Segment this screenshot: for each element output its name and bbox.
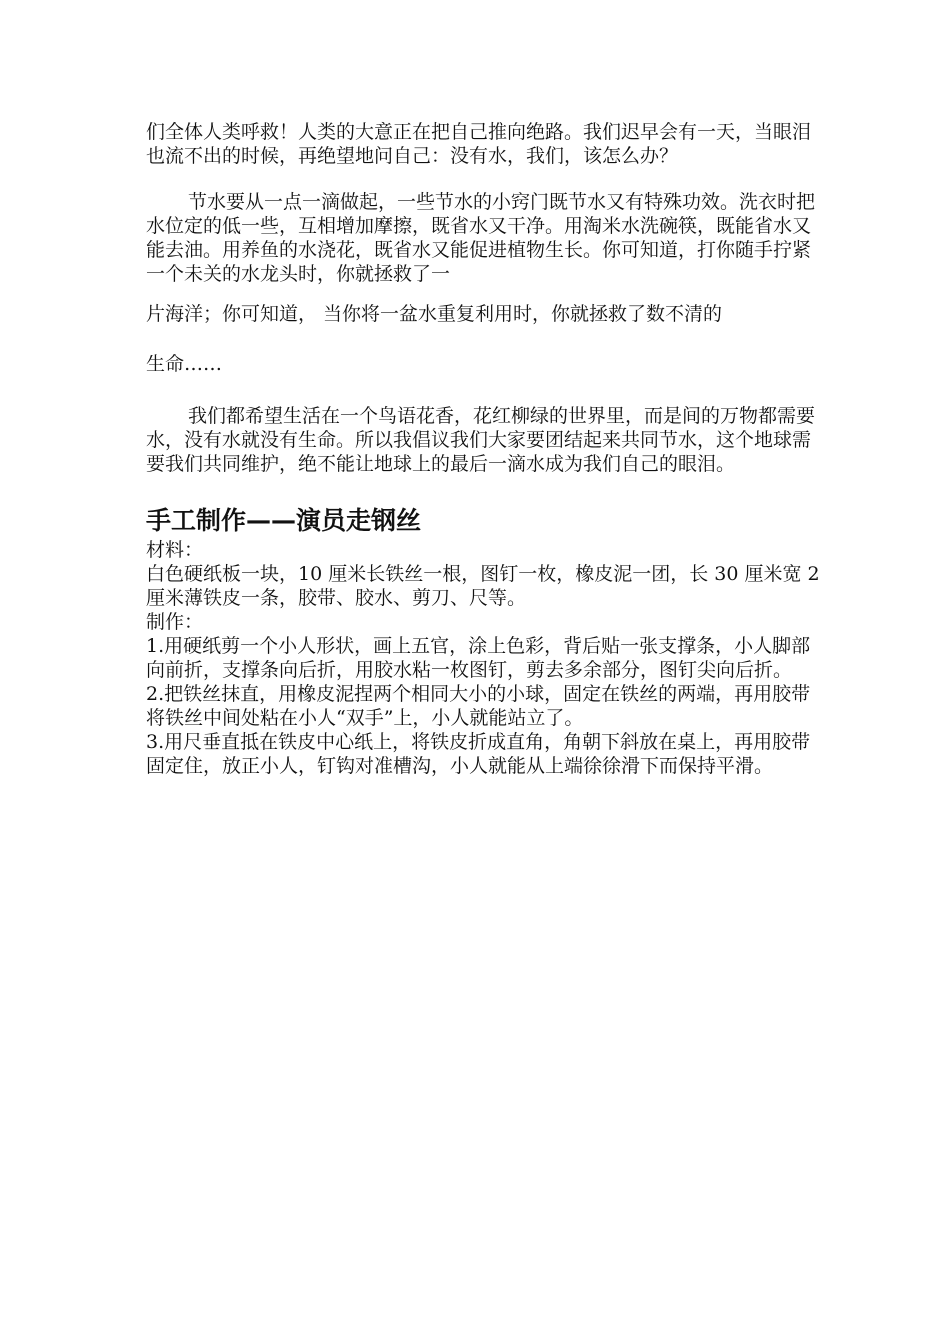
essay-paragraph-2-line-3: 生命…… xyxy=(146,353,223,375)
essay-paragraph-3: 我们都希望生活在一个鸟语花香，花红柳绿的世界里，而是间的万物都需要水，没有水就没有生命。所以我倡议我们大家要团结起来共同节水，这个地球需要我们共同维护，绝不能让地球上的最后一滴水成为我们自己的眼泪。 xyxy=(146,405,816,475)
step-1: 1.用硬纸剪一个小人形状，画上五官，涂上色彩，背后贴一张支撑条，小人脚部向前折，支撑条向后折，用胶水粘一枚图钉，剪去多余部分，图钉尖向后折。 xyxy=(146,635,811,681)
step-2: 2.把铁丝抹直，用橡皮泥捏两个相同大小的小球，固定在铁丝的两端，再用胶带将铁丝中间处粘在小人“双手”上，小人就能站立了。 xyxy=(146,683,811,729)
steps-label: 制作： xyxy=(146,611,204,633)
essay-paragraph-1: 们全体人类呼救！人类的大意正在把自己推向绝路。我们迟早会有一天，当眼泪也流不出的时候，再绝望地问自己：没有水，我们，该怎么办？ xyxy=(146,121,812,167)
materials-text: 白色硬纸板一块，10 厘米长铁丝一根，图钉一枚，橡皮泥一团，长 30 厘米宽 2 厘米薄铁皮一条，胶带、胶水、剪刀、尺等。 xyxy=(146,563,820,609)
craft-title: 手工制作——演员走钢丝 xyxy=(146,506,422,535)
essay-paragraph-2: 节水要从一点一滴做起，一些节水的小窍门既节水又有特殊功效。洗衣时把水位定的低一些，互相增加摩擦，既省水又干净。用淘米水洗碗筷，既能省水又能去油。用养鱼的水浇花，既省水又能促进植物生长。你可知道，打你随手拧紧一个未关的水龙头时，你就拯救了一 xyxy=(146,191,816,285)
materials-label: 材料： xyxy=(146,539,204,561)
document-page xyxy=(146,120,826,778)
essay-paragraph-2-line-2: 片海洋；你可知道， 当你将一盆水重复利用时，你就拯救了数不清的 xyxy=(146,303,723,325)
step-3: 3.用尺垂直抵在铁皮中心纸上，将铁皮折成直角，角朝下斜放在桌上，再用胶带固定住，放正小人，钉钩对准槽沟，小人就能从上端徐徐滑下而保持平滑。 xyxy=(146,731,811,777)
